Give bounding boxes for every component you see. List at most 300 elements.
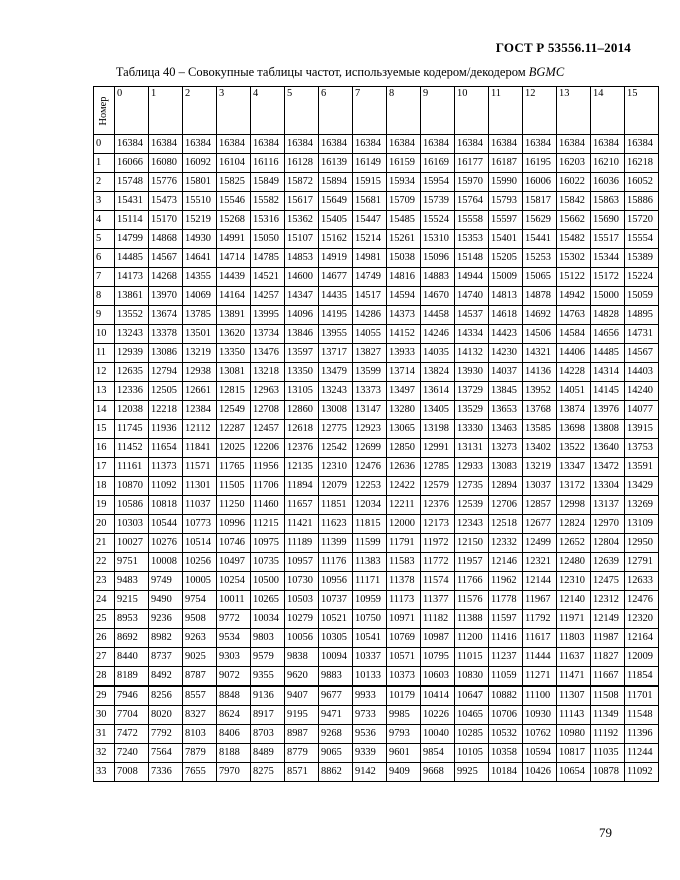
- table-cell: 13219: [523, 458, 557, 477]
- table-cell: 15253: [523, 249, 557, 268]
- table-cell: 13585: [523, 420, 557, 439]
- table-cell: 12144: [523, 572, 557, 591]
- table-cell: 14981: [353, 249, 387, 268]
- table-cell: 11971: [557, 610, 591, 629]
- table-cell: 12939: [115, 344, 149, 363]
- table-cell: 10034: [251, 610, 285, 629]
- table-cell: 10184: [489, 763, 523, 782]
- table-cell: 13086: [149, 344, 183, 363]
- table-cell: 15482: [557, 230, 591, 249]
- row-number-cell: 27: [94, 648, 115, 667]
- table-cell: 10008: [149, 553, 183, 572]
- table-cell: 16384: [217, 135, 251, 154]
- table-cell: 15362: [285, 211, 319, 230]
- table-cell: 9772: [217, 610, 251, 629]
- table-cell: 15344: [591, 249, 625, 268]
- table-row: [94, 135, 659, 154]
- table-cell: 13218: [251, 363, 285, 382]
- table-cell: 9483: [115, 572, 149, 591]
- table-cell: 15401: [489, 230, 523, 249]
- table-cell: 11307: [557, 686, 591, 706]
- table-cell: 13330: [455, 420, 489, 439]
- table-cell: 13304: [591, 477, 625, 496]
- table-cell: 11349: [591, 706, 625, 725]
- table-cell: 15709: [387, 192, 421, 211]
- table-cell: 15096: [421, 249, 455, 268]
- table-cell: 15886: [625, 192, 659, 211]
- table-cell: 13930: [455, 363, 489, 382]
- table-cell: 12618: [285, 420, 319, 439]
- table-cell: 7336: [149, 763, 183, 782]
- table-cell: 11956: [251, 458, 285, 477]
- table-cell: 13243: [319, 382, 353, 401]
- table-cell: 12320: [625, 610, 659, 629]
- table-cell: 13405: [421, 401, 455, 420]
- table-cell: 9263: [183, 629, 217, 648]
- table-cell: 14257: [251, 287, 285, 306]
- table-cell: 15009: [489, 268, 523, 287]
- table-cell: 10503: [285, 591, 319, 610]
- table-cell: 11171: [353, 572, 387, 591]
- table-cell: 15170: [149, 211, 183, 230]
- table-cell: 13479: [319, 363, 353, 382]
- table-cell: 10737: [319, 591, 353, 610]
- table-cell: 15825: [217, 173, 251, 192]
- table-cell: 9534: [217, 629, 251, 648]
- table-cell: 15316: [251, 211, 285, 230]
- table-cell: 14714: [217, 249, 251, 268]
- table-cell: 13350: [217, 344, 251, 363]
- table-cell: 8987: [285, 725, 319, 744]
- row-number-cell: 19: [94, 496, 115, 515]
- table-cell: 15510: [183, 192, 217, 211]
- table-cell: 8275: [251, 763, 285, 782]
- table-cell: 13109: [625, 515, 659, 534]
- table-cell: 13552: [115, 306, 149, 325]
- table-cell: 12310: [557, 572, 591, 591]
- row-number-header-label: Номер: [98, 96, 109, 125]
- table-cell: 14240: [625, 382, 659, 401]
- table-cell: 14584: [557, 325, 591, 344]
- table-cell: 12933: [455, 458, 489, 477]
- table-cell: 11373: [149, 458, 183, 477]
- table-cell: 13808: [591, 420, 625, 439]
- table-cell: 10996: [217, 515, 251, 534]
- table-cell: 12804: [591, 534, 625, 553]
- table-cell: 12938: [183, 363, 217, 382]
- table-cell: 10746: [217, 534, 251, 553]
- table-row: [94, 363, 659, 382]
- table-cell: 10265: [251, 591, 285, 610]
- row-number-cell: 21: [94, 534, 115, 553]
- table-cell: 16210: [591, 154, 625, 173]
- table-cell: 12312: [591, 591, 625, 610]
- table-cell: 16066: [115, 154, 149, 173]
- table-cell: 11576: [455, 591, 489, 610]
- table-cell: 9803: [251, 629, 285, 648]
- table-row: [94, 439, 659, 458]
- table-cell: 10514: [183, 534, 217, 553]
- table-cell: 14883: [421, 268, 455, 287]
- table-row: [94, 744, 659, 763]
- table-cell: 12000: [387, 515, 421, 534]
- column-header: 3: [217, 87, 251, 135]
- table-cell: 15107: [285, 230, 319, 249]
- table-cell: 11745: [115, 420, 149, 439]
- table-cell: 8489: [251, 744, 285, 763]
- table-cell: 9025: [183, 648, 217, 667]
- table-row: [94, 306, 659, 325]
- table-cell: 14878: [523, 287, 557, 306]
- table-cell: 10056: [285, 629, 319, 648]
- table-cell: 15524: [421, 211, 455, 230]
- table-cell: 12079: [319, 477, 353, 496]
- table-cell: 15720: [625, 211, 659, 230]
- table-cell: 11967: [523, 591, 557, 610]
- row-number-cell: 28: [94, 667, 115, 687]
- table-cell: 16022: [557, 173, 591, 192]
- column-header: 6: [319, 87, 353, 135]
- table-cell: 15148: [455, 249, 489, 268]
- table-cell: 12963: [251, 382, 285, 401]
- table-cell: 11599: [353, 534, 387, 553]
- table-cell: 14230: [489, 344, 523, 363]
- table-cell: 12970: [591, 515, 625, 534]
- table-cell: 13476: [251, 344, 285, 363]
- table-cell: 11936: [149, 420, 183, 439]
- table-cell: 13463: [489, 420, 523, 439]
- table-cell: 8188: [217, 744, 251, 763]
- table-cell: 12815: [217, 382, 251, 401]
- table-cell: 10647: [455, 686, 489, 706]
- table-cell: 8917: [251, 706, 285, 725]
- table-cell: 13976: [591, 401, 625, 420]
- table-cell: 10226: [421, 706, 455, 725]
- table-cell: 14785: [251, 249, 285, 268]
- table-cell: 14485: [591, 344, 625, 363]
- row-number-cell: 6: [94, 249, 115, 268]
- table-row: [94, 725, 659, 744]
- table-cell: 9072: [217, 667, 251, 687]
- table-cell: 8103: [183, 725, 217, 744]
- table-cell: 12135: [285, 458, 319, 477]
- table-cell: 16116: [251, 154, 285, 173]
- table-cell: 15473: [149, 192, 183, 211]
- table-cell: 12332: [489, 534, 523, 553]
- row-number-cell: 22: [94, 553, 115, 572]
- table-cell: 9215: [115, 591, 149, 610]
- table-cell: 14813: [489, 287, 523, 306]
- table-cell: 13768: [523, 401, 557, 420]
- row-number-cell: 2: [94, 173, 115, 192]
- table-cell: 15122: [557, 268, 591, 287]
- table-cell: 15268: [217, 211, 251, 230]
- table-cell: 15353: [455, 230, 489, 249]
- row-number-cell: 11: [94, 344, 115, 363]
- table-cell: 16384: [523, 135, 557, 154]
- table-cell: 14944: [455, 268, 489, 287]
- table-cell: 8557: [183, 686, 217, 706]
- table-row: [94, 458, 659, 477]
- table-cell: 13008: [319, 401, 353, 420]
- table-cell: 14314: [591, 363, 625, 382]
- table-cell: 9142: [353, 763, 387, 782]
- table-cell: 16384: [625, 135, 659, 154]
- table-cell: 12794: [149, 363, 183, 382]
- table-cell: 14853: [285, 249, 319, 268]
- table-cell: 7970: [217, 763, 251, 782]
- table-cell: 13280: [387, 401, 421, 420]
- table-cell: 9339: [353, 744, 387, 763]
- table-cell: 11035: [591, 744, 625, 763]
- table-cell: 7008: [115, 763, 149, 782]
- table-cell: 11841: [183, 439, 217, 458]
- table-cell: 14828: [591, 306, 625, 325]
- table-cell: 16052: [625, 173, 659, 192]
- table-cell: 13147: [353, 401, 387, 420]
- table-cell: 11597: [489, 610, 523, 629]
- table-cell: 16384: [183, 135, 217, 154]
- table-cell: 11854: [625, 667, 659, 687]
- table-cell: 10735: [251, 553, 285, 572]
- table-cell: 10654: [557, 763, 591, 782]
- table-cell: 10957: [285, 553, 319, 572]
- table-cell: 12579: [421, 477, 455, 496]
- table-cell: 9236: [149, 610, 183, 629]
- table-cell: 14567: [625, 344, 659, 363]
- table-cell: 11100: [523, 686, 557, 706]
- table-cell: 11623: [319, 515, 353, 534]
- column-header: 7: [353, 87, 387, 135]
- table-cell: 12991: [421, 439, 455, 458]
- table-cell: 12652: [557, 534, 591, 553]
- table-cell: 10980: [557, 725, 591, 744]
- row-number-cell: 20: [94, 515, 115, 534]
- table-cell: 10795: [421, 648, 455, 667]
- table-cell: 14594: [387, 287, 421, 306]
- table-header-row: [94, 87, 659, 135]
- table-cell: 9733: [353, 706, 387, 725]
- column-header: 1: [149, 87, 183, 135]
- table-cell: 11189: [285, 534, 319, 553]
- table-cell: 16384: [455, 135, 489, 154]
- table-cell: 15817: [523, 192, 557, 211]
- table-cell: 8862: [319, 763, 353, 782]
- table-cell: 9136: [251, 686, 285, 706]
- table-cell: 15558: [455, 211, 489, 230]
- table-cell: 13131: [455, 439, 489, 458]
- table-cell: 15405: [319, 211, 353, 230]
- table-cell: 13640: [591, 439, 625, 458]
- table-cell: 16177: [455, 154, 489, 173]
- table-cell: 12206: [251, 439, 285, 458]
- table-cell: 14096: [285, 306, 319, 325]
- table-cell: 11957: [455, 553, 489, 572]
- table-cell: 11654: [149, 439, 183, 458]
- caption-text: Таблица 40 – Совокупные таблицы частот, используемые кодером/декодером: [115, 65, 529, 79]
- table-cell: 8189: [115, 667, 149, 687]
- table-cell: 10373: [387, 667, 421, 687]
- table-cell: 15617: [285, 192, 319, 211]
- caption-italic-term: BGMC: [528, 65, 565, 79]
- table-cell: 10971: [387, 610, 421, 629]
- table-cell: 10254: [217, 572, 251, 591]
- table-cell: 11192: [591, 725, 625, 744]
- table-row: [94, 553, 659, 572]
- table-cell: 11657: [285, 496, 319, 515]
- table-cell: 16384: [251, 135, 285, 154]
- table-cell: 11037: [183, 496, 217, 515]
- table-cell: 13753: [625, 439, 659, 458]
- page-number: 79: [599, 825, 612, 840]
- table-cell: 10769: [387, 629, 421, 648]
- table-cell: 14435: [319, 287, 353, 306]
- table-cell: 8982: [149, 629, 183, 648]
- table-cell: 13714: [387, 363, 421, 382]
- row-number-cell: 18: [94, 477, 115, 496]
- row-number-header: [94, 87, 115, 135]
- table-cell: 14136: [523, 363, 557, 382]
- table-cell: 12253: [353, 477, 387, 496]
- table-cell: 13597: [285, 344, 319, 363]
- table-cell: 12218: [149, 401, 183, 420]
- table-cell: 14517: [353, 287, 387, 306]
- table-cell: 9838: [285, 648, 319, 667]
- table-cell: 11548: [625, 706, 659, 725]
- table-cell: 16149: [353, 154, 387, 173]
- table-cell: 12146: [489, 553, 523, 572]
- table-cell: 12860: [285, 401, 319, 420]
- table-cell: 10544: [149, 515, 183, 534]
- table-cell: 14895: [625, 306, 659, 325]
- table-cell: 9883: [319, 667, 353, 687]
- row-number-cell: 13: [94, 382, 115, 401]
- table-cell: 14506: [523, 325, 557, 344]
- table-cell: 12384: [183, 401, 217, 420]
- frequency-table: [93, 86, 659, 782]
- table-cell: 7879: [183, 744, 217, 763]
- table-cell: 8571: [285, 763, 319, 782]
- table-cell: 16384: [489, 135, 523, 154]
- document-code: ГОСТ Р 53556.11–2014: [495, 40, 631, 55]
- table-cell: 11161: [115, 458, 149, 477]
- row-number-cell: 23: [94, 572, 115, 591]
- table-cell: 15739: [421, 192, 455, 211]
- table-cell: 11987: [591, 629, 625, 648]
- table-cell: 10541: [353, 629, 387, 648]
- table-cell: 11399: [319, 534, 353, 553]
- table-cell: 11176: [319, 553, 353, 572]
- table-cell: 15059: [625, 287, 659, 306]
- table-cell: 11508: [591, 686, 625, 706]
- table-cell: 10830: [455, 667, 489, 687]
- table-cell: 14334: [455, 325, 489, 344]
- table-cell: 14656: [591, 325, 625, 344]
- table-cell: 12708: [251, 401, 285, 420]
- table-cell: 12321: [523, 553, 557, 572]
- table-cell: 10987: [421, 629, 455, 648]
- table-cell: 14373: [387, 306, 421, 325]
- table-cell: 12950: [625, 534, 659, 553]
- table-cell: 14406: [557, 344, 591, 363]
- table-cell: 9536: [353, 725, 387, 744]
- table-cell: 10882: [489, 686, 523, 706]
- table-cell: 16139: [319, 154, 353, 173]
- table-cell: 12539: [455, 496, 489, 515]
- table-cell: 13269: [625, 496, 659, 515]
- table-cell: 9925: [455, 763, 489, 782]
- table-cell: 14618: [489, 306, 523, 325]
- table-cell: 12677: [523, 515, 557, 534]
- column-header: 13: [557, 87, 591, 135]
- row-number-cell: 15: [94, 420, 115, 439]
- table-cell: 11851: [319, 496, 353, 515]
- table-cell: 14677: [319, 268, 353, 287]
- table-cell: 10465: [455, 706, 489, 725]
- table-cell: 15801: [183, 173, 217, 192]
- table-cell: 14458: [421, 306, 455, 325]
- table-cell: 12336: [115, 382, 149, 401]
- table-cell: 14641: [183, 249, 217, 268]
- table-cell: 8440: [115, 648, 149, 667]
- table-cell: 12775: [319, 420, 353, 439]
- row-number-cell: 4: [94, 211, 115, 230]
- table-cell: 10040: [421, 725, 455, 744]
- table-cell: 15172: [591, 268, 625, 287]
- table-cell: 13172: [557, 477, 591, 496]
- table-cell: 13952: [523, 382, 557, 401]
- table-cell: 8327: [183, 706, 217, 725]
- table-cell: 10571: [387, 648, 421, 667]
- row-number-cell: 30: [94, 706, 115, 725]
- table-row: [94, 230, 659, 249]
- column-header: 2: [183, 87, 217, 135]
- table-cell: 10256: [183, 553, 217, 572]
- table-cell: 14037: [489, 363, 523, 382]
- table-cell: 11215: [251, 515, 285, 534]
- table-cell: 16080: [149, 154, 183, 173]
- table-cell: 9195: [285, 706, 319, 725]
- row-number-cell: 16: [94, 439, 115, 458]
- table-cell: 11706: [251, 477, 285, 496]
- table-cell: 11574: [421, 572, 455, 591]
- column-header: 10: [455, 87, 489, 135]
- table-cell: 10773: [183, 515, 217, 534]
- table-cell: 10303: [115, 515, 149, 534]
- table-cell: 8787: [183, 667, 217, 687]
- table-cell: 10358: [489, 744, 523, 763]
- table-cell: 11571: [183, 458, 217, 477]
- table-cell: 13522: [557, 439, 591, 458]
- table-cell: 12850: [387, 439, 421, 458]
- table-cell: 16384: [353, 135, 387, 154]
- table-cell: 8737: [149, 648, 183, 667]
- table-cell: 13273: [489, 439, 523, 458]
- table-cell: 15793: [489, 192, 523, 211]
- table-cell: 13915: [625, 420, 659, 439]
- table-cell: 11059: [489, 667, 523, 687]
- table-cell: 11271: [523, 667, 557, 687]
- table-cell: 14991: [217, 230, 251, 249]
- table-cell: 8256: [149, 686, 183, 706]
- table-cell: 15310: [421, 230, 455, 249]
- column-header: 12: [523, 87, 557, 135]
- table-cell: 15934: [387, 173, 421, 192]
- table-row: [94, 192, 659, 211]
- table-cell: 14692: [523, 306, 557, 325]
- table-cell: 11396: [625, 725, 659, 744]
- table-cell: 16128: [285, 154, 319, 173]
